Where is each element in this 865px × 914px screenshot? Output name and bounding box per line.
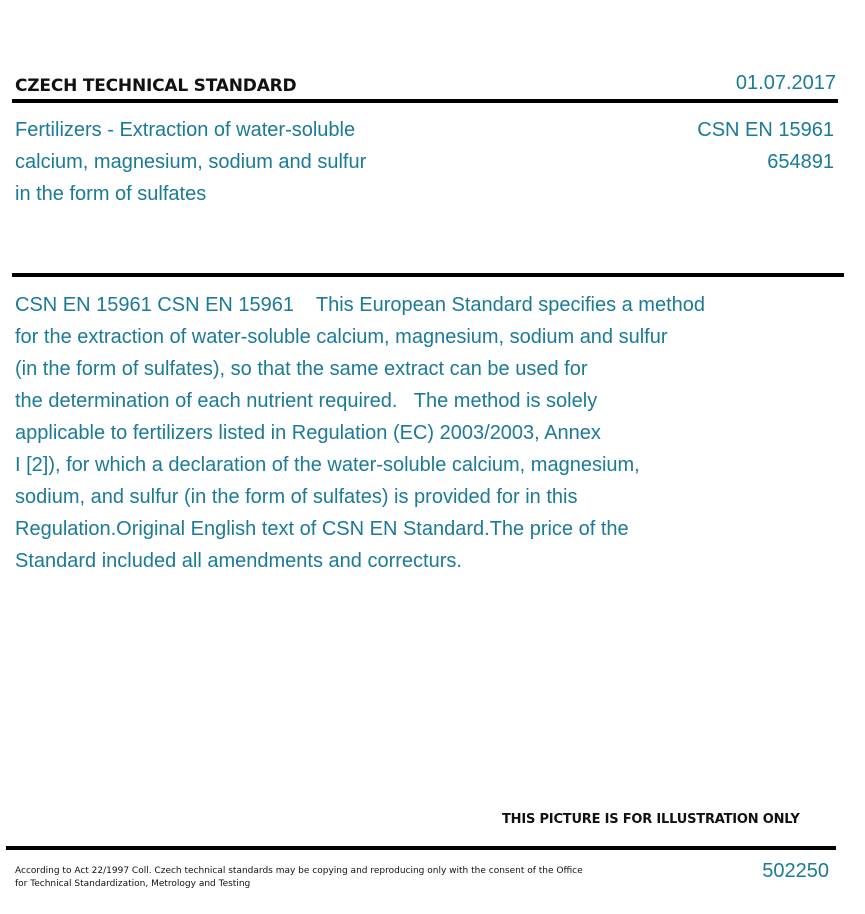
title-divider xyxy=(12,273,844,277)
standard-title-line: calcium, magnesium, sodium and sulfur xyxy=(15,151,367,173)
standard-title-line: in the form of sulfates xyxy=(15,183,207,205)
abstract-line: (in the form of sulfates), so that the same extract can be used for xyxy=(15,358,588,380)
abstract-line: the determination of each nutrient required. The method is solely xyxy=(15,390,598,412)
legal-notice xyxy=(15,865,595,891)
legal-notice-line: According to Act 22/1997 Coll. Czech technical standards may be copying and reproducing only with the consent of the Office xyxy=(15,866,583,876)
abstract-line: applicable to fertilizers listed in Regulation (EC) 2003/2003, Annex xyxy=(15,422,601,444)
publication-date: 01.07.2017 xyxy=(735,72,836,94)
standard-abstract xyxy=(15,289,815,577)
standard-title xyxy=(15,114,435,210)
abstract-line: I [2]), for which a declaration of the water-soluble calcium, magnesium, xyxy=(15,454,640,476)
legal-notice-line: for Technical Standardization, Metrology and Testing xyxy=(15,879,251,889)
standard-title-line: Fertilizers - Extraction of water-soluble xyxy=(15,119,356,141)
abstract-line: CSN EN 15961 CSN EN 15961 This European Standard specifies a method xyxy=(15,294,706,316)
header-divider xyxy=(12,99,838,103)
standard-code: CSN EN 15961 xyxy=(697,119,834,141)
abstract-line: Standard included all amendments and correcturs. xyxy=(15,550,462,572)
standard-identifiers xyxy=(697,114,834,178)
abstract-line: sodium, and sulfur (in the form of sulfates) is provided for in this xyxy=(15,486,578,508)
catalog-number: 654891 xyxy=(767,151,834,173)
document-type-heading: CZECH TECHNICAL STANDARD xyxy=(15,76,297,96)
footer-code: 502250 xyxy=(762,860,829,882)
illustration-notice: THIS PICTURE IS FOR ILLUSTRATION ONLY xyxy=(502,812,800,827)
footer-divider xyxy=(6,846,836,850)
abstract-line: Regulation.Original English text of CSN EN Standard.The price of the xyxy=(15,518,629,540)
abstract-line: for the extraction of water-soluble calcium, magnesium, sodium and sulfur xyxy=(15,326,668,348)
